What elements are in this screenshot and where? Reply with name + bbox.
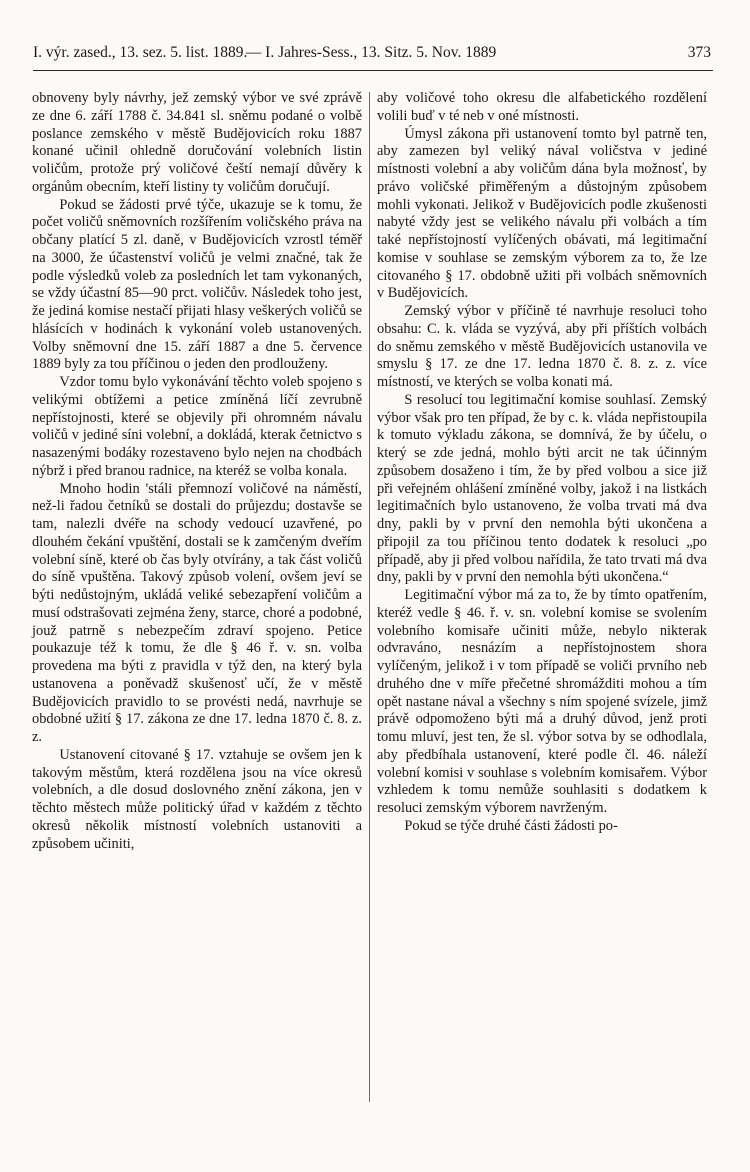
right-column <box>377 90 707 836</box>
header-german-title: — I. Jahres-Sess., 13. Sitz. 5. Nov. 1889 <box>245 44 497 61</box>
paragraph: Mnoho hodin 'stáli přemnozí voličové na náměstí, než-li řadou četníků se dostali do průjezdu; dostavše se tam, nalezli dvéře na schody vedoucí uzavřené, po dlouhém čekání vpuštění, dostali se k zamčeným dveřím volební síně, které ob čas byly otvírány, a tak část voličů do síně vpuštěna. Takový způsob volení, ovšem jeví se býti nedůstojným, ukládá veliké sebezapření voličům a musí odstrašovati zejména ženy, starce, choré a podobné, jouž patrně s nebezpečím zdraví spojeno. Petice poukazuje též k tomu, že dle § 46 ř. v. sn. volba provedena ma býti z pravidla v týž den, na který byla ustanovena a poněvadž skušenosť učí, že v městě Budějovicích pravidlo to se provésti nedá, navrhuje se obdobné užití § 17. zákona ze dne 17. ledna 1870 č. 8. z. z. <box>32 480 362 745</box>
left-column <box>32 90 362 853</box>
header-rule <box>33 70 713 71</box>
column-divider <box>369 92 370 1102</box>
paragraph: obnoveny byly návrhy, jež zemský výbor ve své zprávě ze dne 6. září 1788 č. 34.841 sl. sněmu podané o volbě poslance zemského v městě Budějovicích roku 1887 konané učinil ohledně doručování volebních listin voličům, protože prý voličové čeští nemají důvěry k orgánům obecním, kteří listiny ty voličům doručují. <box>32 90 362 195</box>
paragraph: S resolucí tou legitimační komise souhlasí. Zemský výbor však pro ten případ, že by c. k. vláda nepřistoupila k tomuto výkladu zákona, se domnívá, že by účelu, o který se zde jedná, mohlo býti arcit ne tak účinným způsobem dosaženo i tím, že by před volbou a sice již při veřejném ohlášení zmíněné volby, jakož i na listkách legitimačních bylo ustanoveno, že volba trvati má dva dny, pakli by v první den nemohla býti ukončena a připojil za tou příčinou tento dodatek k resoluci „po případě, aby ji před volbou nařídila, že tato trvati má dva dny, pakli by v první den nemohla býti ukončena.“ <box>377 391 707 586</box>
paragraph: Zemský výbor v příčině té navrhuje resoluci toho obsahu: C. k. vláda se vyzývá, aby při příštích volbách do sněmu zemského v městě Budějovicích ustanovila ve smyslu § 17. ze dne 17. ledna 1870 č. 8. z. z. více místností, ve kterých se volba konati má. <box>377 303 707 390</box>
page-header <box>33 44 711 70</box>
paragraph: Ustanovení citované § 17. vztahuje se ovšem jen k takovým městům, která rozdělena jsou na více okresů volebních, a dle dosud doslovného znění zákona, jen v těchto městech může politický úřad v každém z těchto okresů několik místností volebních ustanoviti a způsobem učiniti, <box>32 746 362 852</box>
paragraph: Pokud se týče druhé části žádosti po- <box>404 817 618 834</box>
paragraph: aby voličové toho okresu dle alfabetického rozdělení volili buď v té neb v oné místnosti. <box>377 90 707 124</box>
paragraph: Legitimační výbor má za to, že by tímto opatřením, kteréž vedle § 46. ř. v. sn. volební komise se svolením volebního komisaře učiniti může, nebylo nikterak odvraváno, nesnázím a nepřístojnostem shora vylíčeným, jelikož i v tom případě se voliči prvního neb druhého dne v míře přečetné shromážditi mohou a tím opět nastane nával a všechny s ním spojené svízele, jimž právě odpomoženo býti má a druhý důvod, jenž proti tomu mluví, jest ten, že sl. výbor sotva by se odhodlala, aby předbíhala ustanovení, které podle čl. 46. náleží volební komisi v souhlase s volebním komisařem. Výbor vzhledem k tomu nemůže souhlasiti s dodatkem k resoluci zemským výborem navrženým. <box>377 587 707 816</box>
header-czech-title: I. výr. zased., 13. sez. 5. list. 1889. <box>33 44 248 61</box>
paragraph: Úmysl zákona při ustanovení tomto byl patrně ten, aby zamezen byl veliký nával voličstva v jediné místnosti volební a aby voličům dána byla možnosť, by právo voličské přiměřeným a důstojným způsobem mohli vykonati. Jelikož v Budějovicích podle zkušenosti nabyté vždy jest se velikého návalu při volbách a tím také nepřístojností vylíčených obávati, má legitimační komise v souhlase se zemským výborem za to, že lze citovaného § 17. obdobně užiti při volbách sněmovních v Budějovicích. <box>377 125 707 302</box>
paragraph: Vzdor tomu bylo vykonávání těchto voleb spojeno s velikými obtížemi a petice zmíněná líčí zevrubně nepřístojnosti, které se objevily při ohromném návalu voličů v jediné síni volební, a dokládá, kterak četnictvo s nasazenými bodáky rozestaveno bylo nejen na chodbách nýbrž i před branou radnice, na kteréž se volba konala. <box>32 374 362 479</box>
paragraph: Pokud se žádosti prvé týče, ukazuje se k tomu, že počet voličů sněmovních rozšířením voličského práva na občany platící 5 zl. daně, v Budějovicích vzrostl téměř na 3000, že účastenství voličů je velmi značné, tak že podle výsledků volеb za posledních let tam vykonaných, se vždy účastní 85—90 prct. voličův. Následek toho jest, že jediná komise nestačí přijati hlasy veškerých voličů se hlásících v hodinách k vykonání voleb ustanovených. Volby sněmovní dne 15. září 1887 a dne 5. července 1889 byly za tou příčinou o jeden den prodlouženy. <box>32 196 362 373</box>
page-number: 373 <box>687 44 711 61</box>
